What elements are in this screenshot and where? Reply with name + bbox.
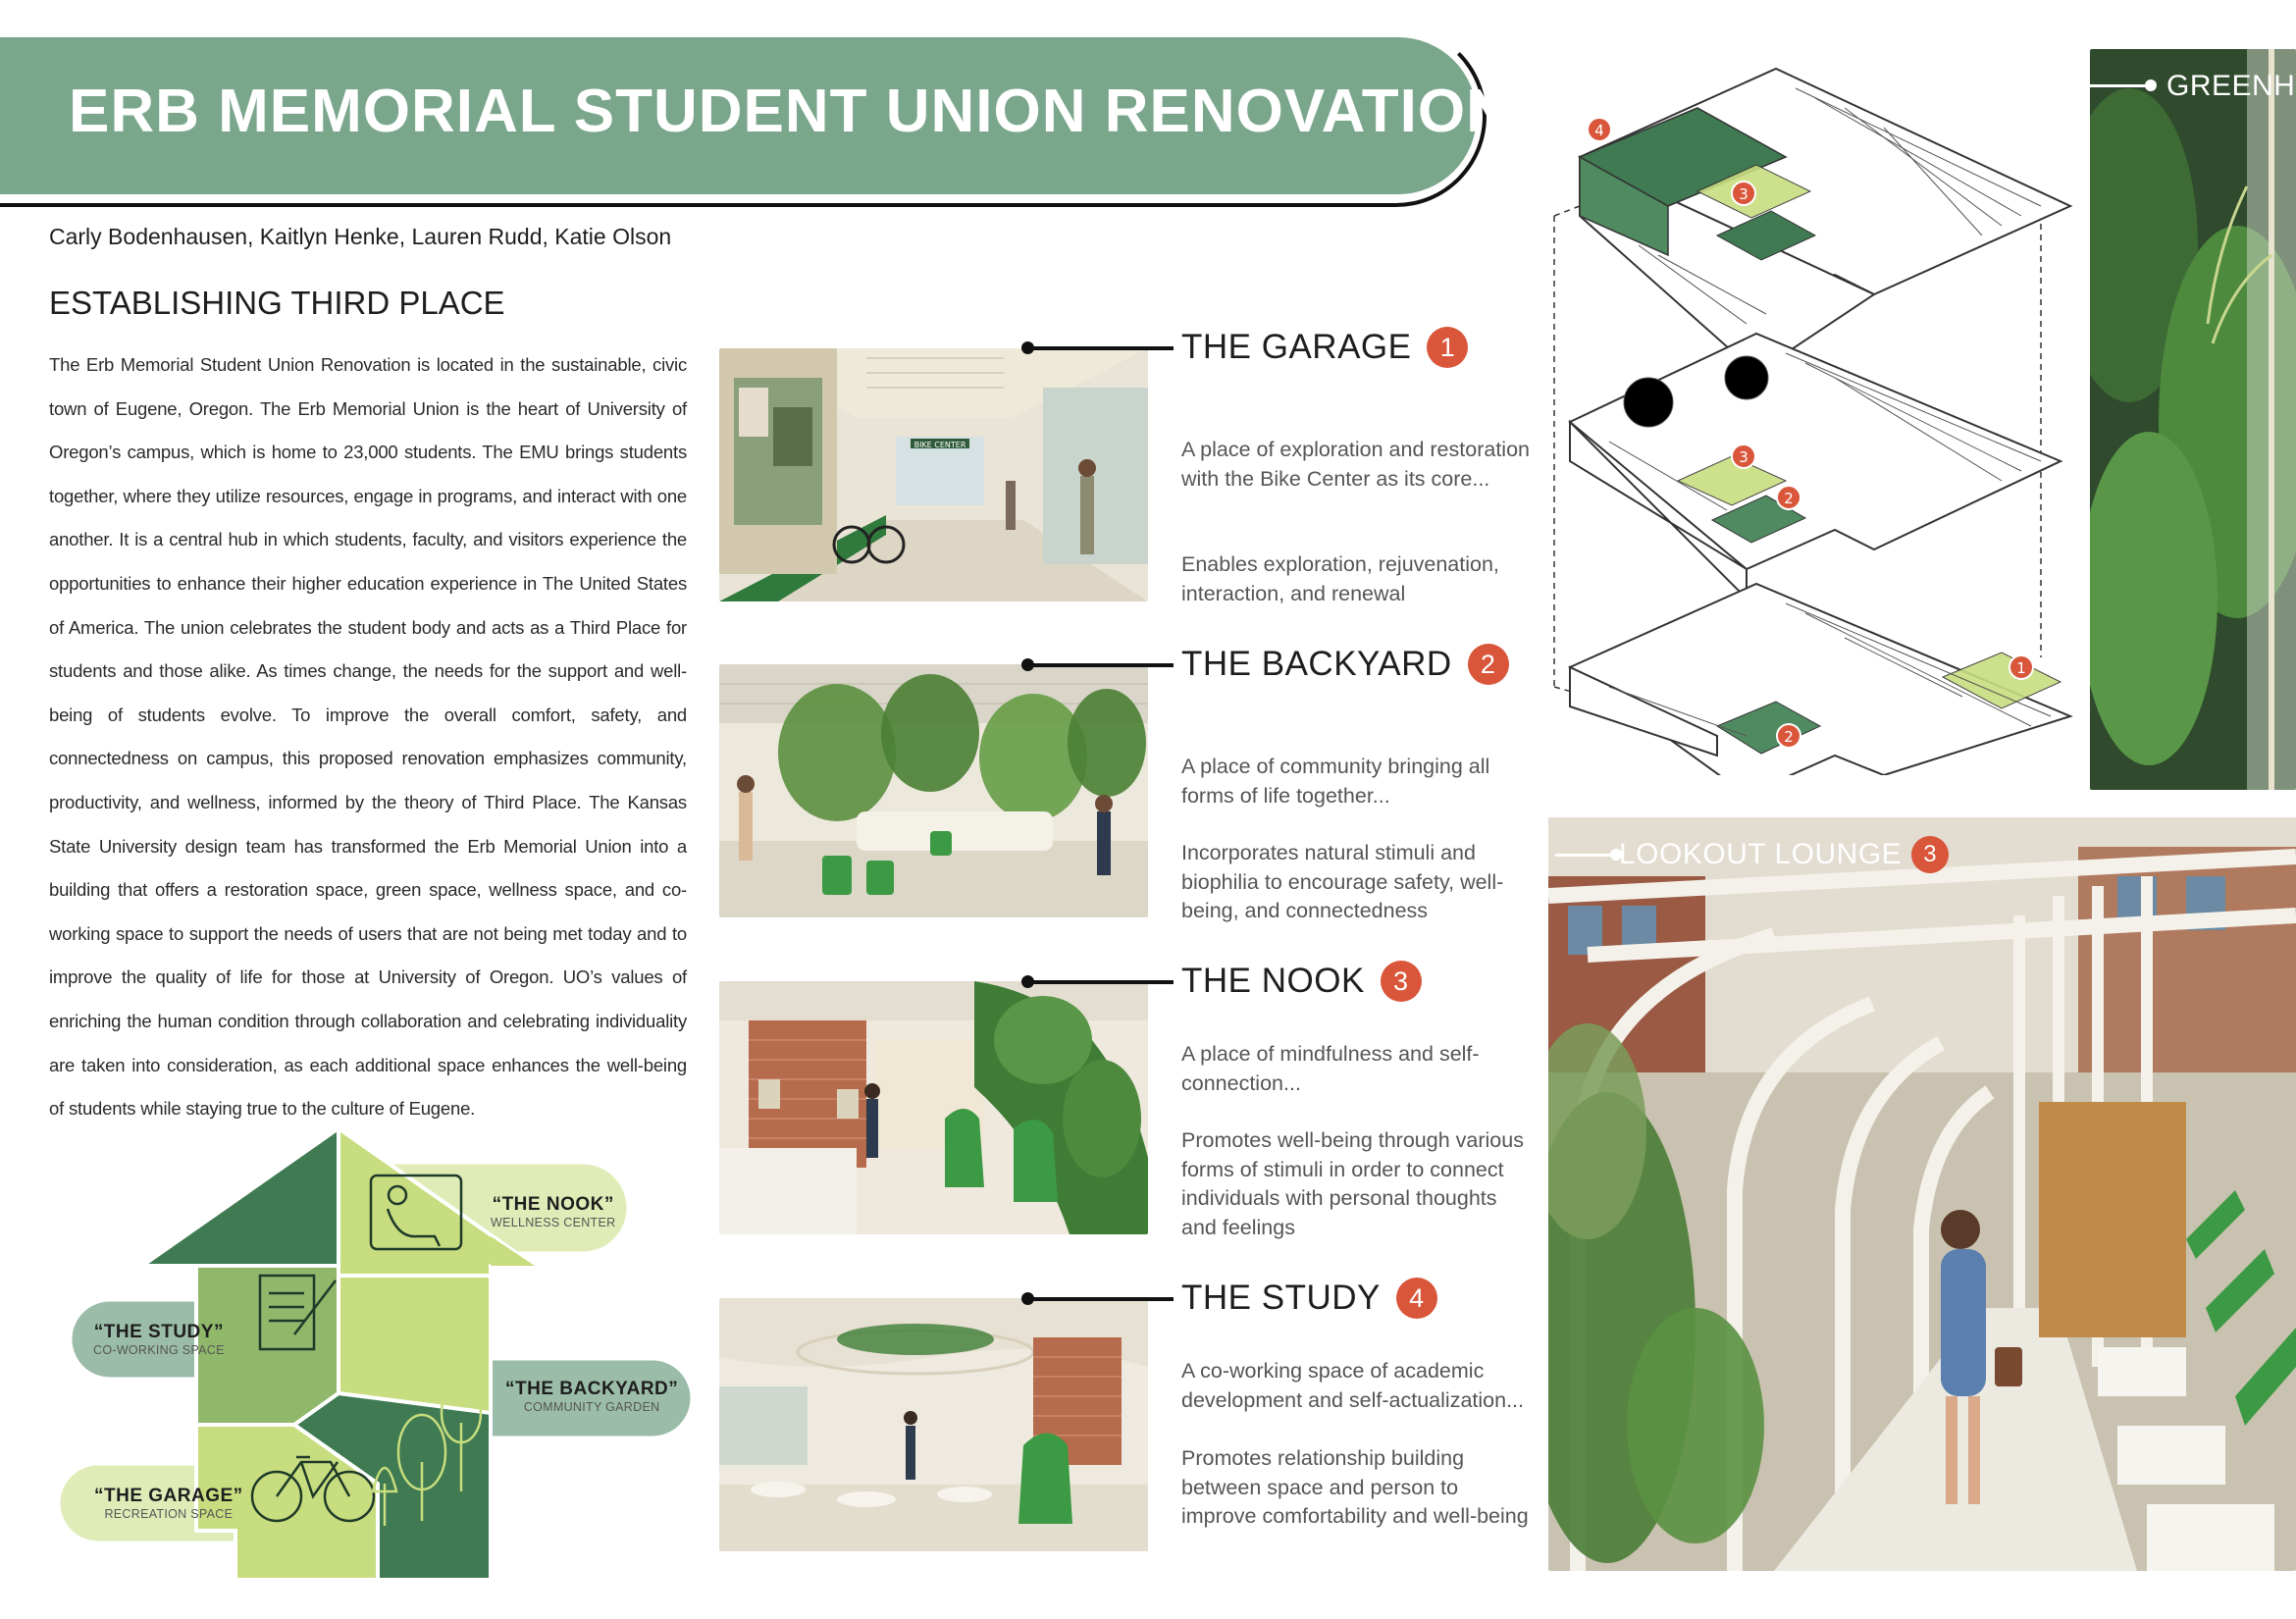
greenhouse-label: GREENH — [2166, 70, 2296, 102]
axonometric-floor-plans — [1550, 49, 2080, 775]
study-number-badge: 4 — [1396, 1278, 1437, 1319]
garage-desc-2: Enables exploration, rejuvenation, interaction, and renewal — [1181, 552, 1499, 605]
study-desc-1: A co-working space of academic development and self-actualization... — [1181, 1359, 1524, 1412]
backyard-leader-line — [1028, 663, 1174, 667]
svg-text:3: 3 — [1739, 185, 1748, 203]
garage-leader-line — [1028, 346, 1174, 350]
svg-text:2: 2 — [1784, 490, 1794, 507]
study-title: THE STUDY 4 — [1181, 1278, 1437, 1319]
nook-title: THE NOOK 3 — [1181, 961, 1422, 1002]
svg-text:3: 3 — [1739, 448, 1748, 466]
svg-text:4: 4 — [1594, 122, 1604, 139]
lookout-lounge-label: LOOKOUT LOUNGE 3 — [1619, 836, 1949, 873]
nook-desc-2: Promotes well-being through various forms of stimuli in order to connect individuals with personal thoughts and feelings — [1181, 1128, 1524, 1239]
axon-level-middle — [1570, 334, 2061, 599]
svg-text:BIKE CENTER: BIKE CENTER — [913, 441, 966, 449]
backyard-number-badge: 2 — [1468, 644, 1509, 685]
nook-leader-line — [1028, 980, 1174, 984]
page-title: ERB MEMORIAL STUDENT UNION RENOVATION — [69, 78, 1511, 145]
diagram-label-backyard: “THE BACKYARD” COMMUNITY GARDEN — [505, 1379, 679, 1414]
authors: Carly Bodenhausen, Kaitlyn Henke, Lauren Rudd, Katie Olson — [49, 224, 672, 249]
lookout-leader-line — [1555, 854, 1614, 857]
study-photo — [719, 1298, 1148, 1551]
greenhouse-leader-line — [2090, 84, 2149, 87]
section-heading: ESTABLISHING THIRD PLACE — [49, 285, 505, 321]
garage-desc-1: A place of exploration and restoration with the Bike Center as its core... — [1181, 438, 1530, 491]
greenhouse-leader-dot — [2145, 79, 2157, 91]
backyard-title: THE BACKYARD 2 — [1181, 644, 1509, 685]
garage-number-badge: 1 — [1427, 327, 1468, 368]
intro-body-text: The Erb Memorial Student Union Renovation is located in the sustainable, civic town of Eugene, Oregon. The Erb Memorial Union is the heart of University of Oregon’s campus, which is home to 23,000 students. The EMU brings students together, where they utilize resources, engage in programs, and interact with one another. It is a central hub in which students, faculty, and visitors experience the opportunities to enhance their higher education experience in The United States of America. The union celebrates the student body and acts as a Third Place for students and those alike. As times change, the needs for the support and well-being of students evolve. To improve the overall comfort, safety, and connectedness on campus, this proposed renovation emphasizes community, productivity, and wellness, informed by the theory of Third Place. The Kansas State University design team has transformed the Erb Memorial Union into a building that offers a restoration space, green space, wellness space, and co-working space to support the needs of users that are not being met today and to improve the quality of life for those at University of Oregon. UO’s values of enriching the human condition through collaboration and celebrating individuality are taken into consideration, as each additional space enhances the well-being of students while staying true to the culture of Eugene. — [49, 354, 687, 1120]
diagram-label-nook: “THE NOOK” WELLNESS CENTER — [491, 1194, 616, 1229]
nook-number-badge: 3 — [1381, 961, 1422, 1002]
garage-photo — [719, 348, 1148, 601]
diagram-label-study: “THE STUDY” CO-WORKING SPACE — [93, 1322, 225, 1357]
lookout-number-badge: 3 — [1911, 836, 1949, 873]
backyard-desc-1: A place of community bringing all forms of life together... — [1181, 755, 1490, 808]
backyard-photo — [719, 664, 1148, 917]
svg-text:1: 1 — [2016, 659, 2026, 677]
garage-title: THE GARAGE 1 — [1181, 327, 1468, 368]
third-place-diagram — [59, 1119, 706, 1580]
backyard-desc-2: Incorporates natural stimuli and biophilia to encourage safety, well-being, and connectedness — [1181, 841, 1504, 922]
nook-desc-1: A place of mindfulness and self-connection... — [1181, 1042, 1480, 1095]
axon-level-top — [1580, 69, 2070, 373]
lookout-lounge-photo — [1548, 817, 2296, 1571]
diagram-label-garage: “THE GARAGE” RECREATION SPACE — [94, 1486, 243, 1521]
axon-level-bottom — [1570, 584, 2070, 775]
study-leader-line — [1028, 1297, 1174, 1301]
greenhouse-photo — [2090, 49, 2296, 790]
study-desc-2: Promotes relationship building between space and person to improve comfortability and well-being — [1181, 1446, 1529, 1528]
nook-photo — [719, 981, 1148, 1234]
svg-text:2: 2 — [1784, 728, 1794, 746]
axonometric-graphic — [1550, 49, 2080, 775]
